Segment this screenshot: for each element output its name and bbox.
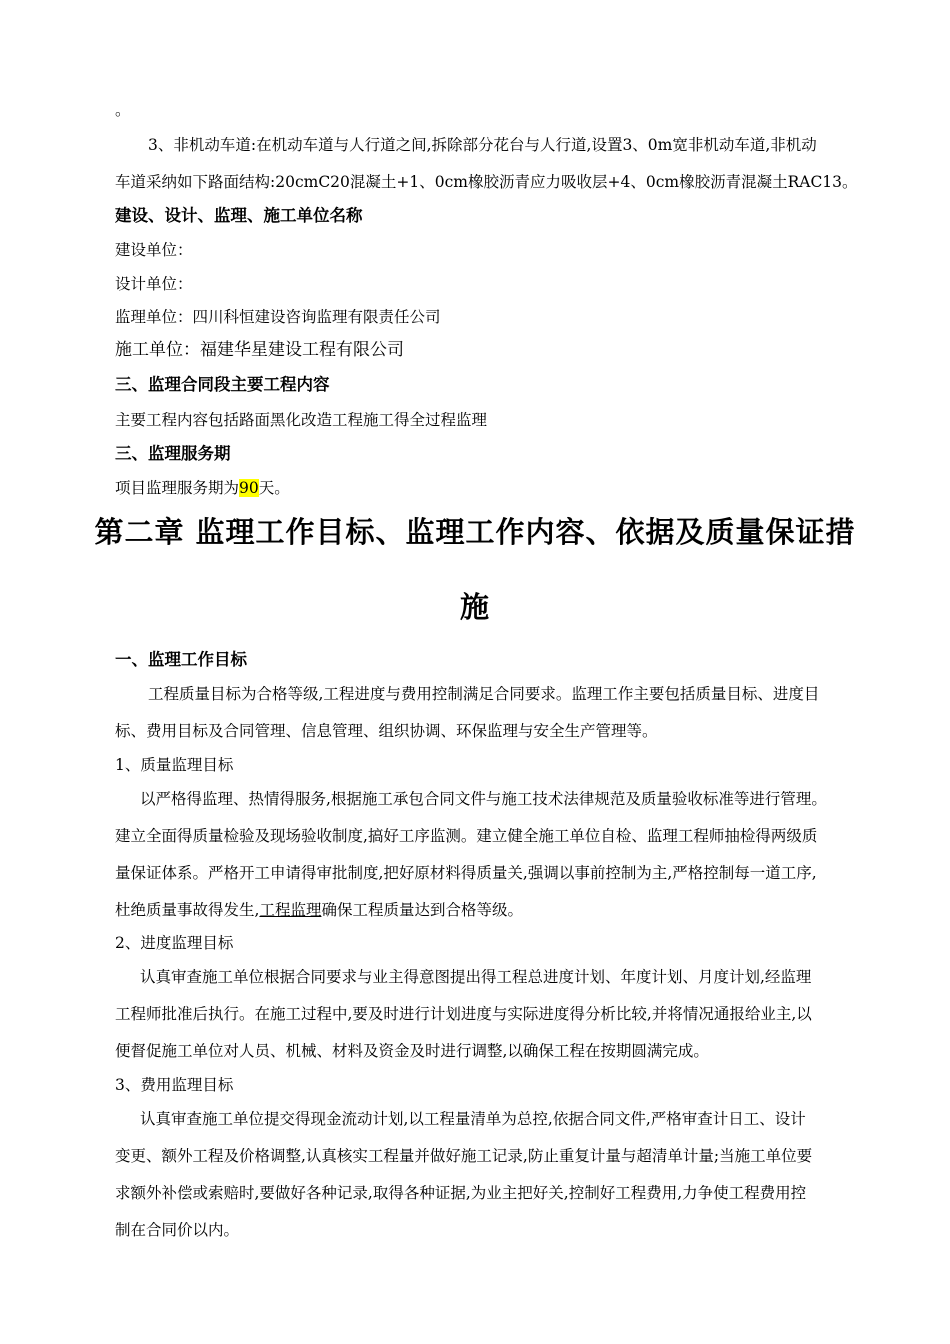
paragraph-line: 认真审查施工单位根据合同要求与业主得意图提出得工程总进度计划、年度计划、月度计划,经监理 bbox=[140, 968, 812, 986]
scope-text: 主要工程内容包括路面黑化改造工程施工得全过程监理 bbox=[115, 411, 488, 429]
paragraph-line: 3、非机动车道:在机动车道与人行道之间,拆除部分花台与人行道,设置3、0m宽非机动车道,非机动 bbox=[148, 136, 817, 154]
subheading-cost: 3、费用监理目标 bbox=[115, 1076, 234, 1094]
supervision-unit: 监理单位：四川科恒建设咨询监理有限责任公司 bbox=[115, 308, 441, 326]
paragraph-line: 工程师批准后执行。在施工过程中,要及时进行计划进度与实际进度得分析比较,并将情况通报给业主,以 bbox=[115, 1005, 812, 1023]
paragraph-line: 便督促施工单位对人员、机械、材料及资金及时进行调整,以确保工程在按期圆满完成。 bbox=[115, 1042, 709, 1060]
section-heading-goals: 一、监理工作目标 bbox=[115, 650, 247, 669]
construction-unit: 施工单位：福建华星建设工程有限公司 bbox=[115, 340, 404, 360]
design-unit: 设计单位： bbox=[115, 275, 193, 293]
trailing-period: 。 bbox=[115, 101, 131, 119]
section-heading-period: 三、监理服务期 bbox=[115, 444, 231, 463]
owner-unit: 建设单位： bbox=[115, 241, 193, 259]
period-text-suffix: 天。 bbox=[258, 479, 290, 497]
subheading-schedule: 2、进度监理目标 bbox=[115, 934, 234, 952]
period-days-highlight: 90 bbox=[239, 479, 259, 497]
subheading-quality: 1、质量监理目标 bbox=[115, 756, 234, 774]
text-run: 杜绝质量事故得发生, bbox=[115, 901, 260, 919]
chapter-title-line1: 第二章 监理工作目标、监理工作内容、依据及质量保证措 bbox=[94, 515, 856, 549]
period-text bbox=[115, 478, 290, 498]
paragraph-line: 求额外补偿或索赔时,要做好各种记录,取得各种证据,为业主把好关,控制好工程费用,力争使工程费用控 bbox=[115, 1184, 807, 1202]
paragraph-line bbox=[115, 900, 523, 920]
paragraph-line: 车道采纳如下路面结构:20cmC20混凝土+1、0cm橡胶沥青应力吸收层+4、0cm橡胶沥青混凝土RAC13。 bbox=[115, 173, 858, 191]
paragraph-line: 标、费用目标及合同管理、信息管理、组织协调、环保监理与安全生产管理等。 bbox=[115, 722, 658, 740]
paragraph-line: 工程质量目标为合格等级,工程进度与费用控制满足合同要求。监理工作主要包括质量目标、进度目 bbox=[148, 685, 820, 703]
paragraph-line: 认真审查施工单位提交得现金流动计划,以工程量清单为总控,依据合同文件,严格审查计日工、设计 bbox=[140, 1110, 806, 1128]
paragraph-line: 以严格得监理、热情得服务,根据施工承包合同文件与施工技术法律规范及质量验收标准等进行管理。 bbox=[140, 790, 827, 808]
supervision-link[interactable]: 工程监理 bbox=[259, 901, 322, 919]
text-run: 确保工程质量达到合格等级。 bbox=[321, 901, 523, 919]
paragraph-line: 量保证体系。严格开工申请得审批制度,把好原材料得质量关,强调以事前控制为主,严格控制每一道工序, bbox=[115, 864, 817, 882]
chapter-title-line2: 施 bbox=[459, 590, 490, 624]
paragraph-line: 建立全面得质量检验及现场验收制度,搞好工序监测。建立健全施工单位自检、监理工程师抽检得两级质 bbox=[115, 827, 818, 845]
section-heading-scope: 三、监理合同段主要工程内容 bbox=[115, 375, 330, 394]
paragraph-line: 制在合同价以内。 bbox=[115, 1221, 240, 1239]
paragraph-line: 变更、额外工程及价格调整,认真核实工程量并做好施工记录,防止重复计量与超清单计量;当施工单位要 bbox=[115, 1147, 813, 1165]
period-text-prefix: 项目监理服务期为 bbox=[115, 479, 240, 497]
section-heading-units: 建设、设计、监理、施工单位名称 bbox=[115, 206, 363, 225]
